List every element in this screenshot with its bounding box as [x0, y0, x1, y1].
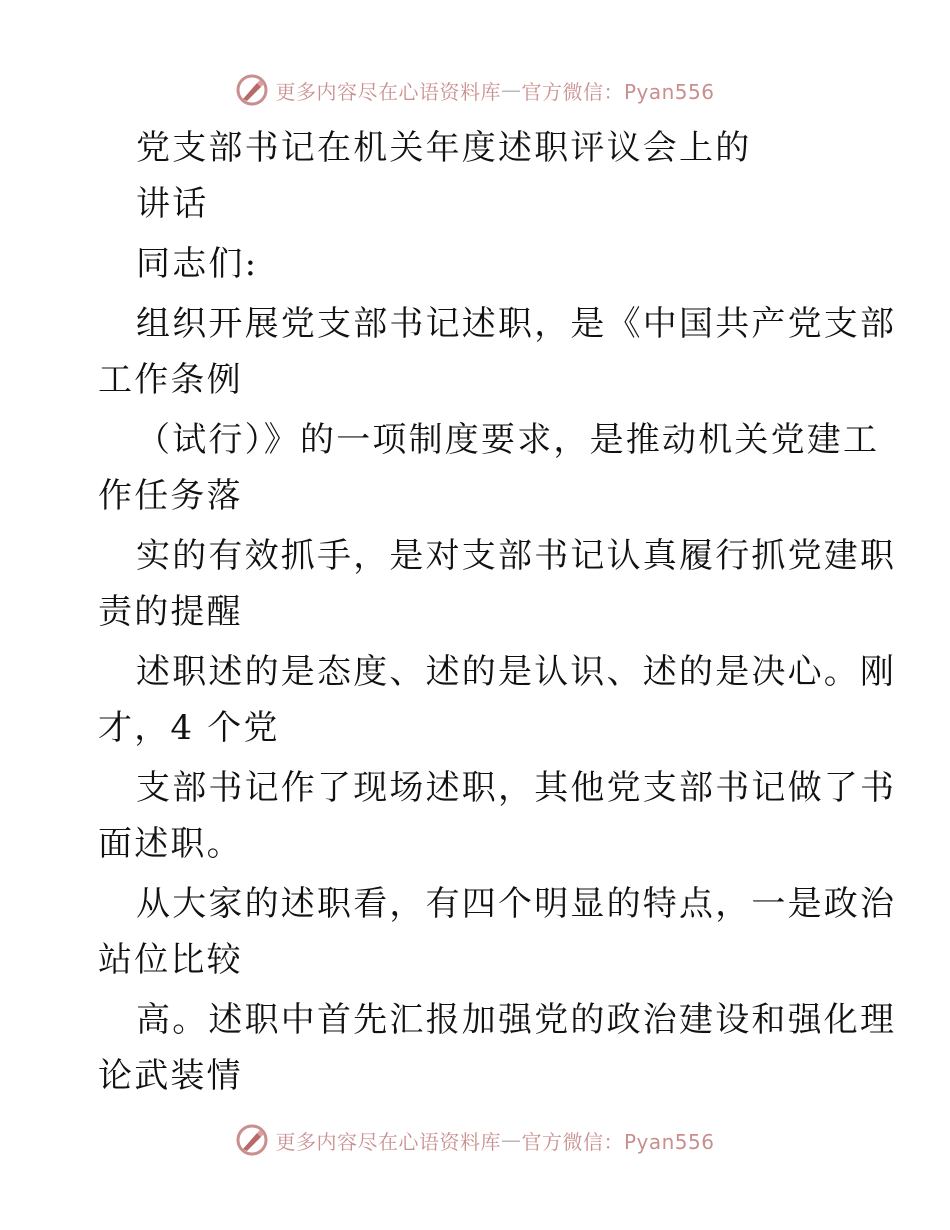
paragraph-line: 组织开展党支部书记述职，是《中国共产党支部	[136, 304, 897, 344]
paragraph-line: 面述职。	[98, 824, 243, 864]
paragraph-line: （试行）》的一项制度要求，是推动机关党建工	[136, 420, 880, 460]
salutation: 同志们:	[136, 244, 259, 284]
paragraph-line: 从大家的述职看，有四个明显的特点，一是政治	[136, 884, 897, 924]
document-title-line-1: 党支部书记在机关年度述职评议会上的	[136, 128, 752, 168]
watermark-separator: —	[500, 78, 522, 102]
watermark-separator: —	[500, 1128, 522, 1152]
header-watermark	[0, 70, 950, 110]
footer-watermark	[0, 1120, 950, 1160]
paragraph-line: 高。述职中首先汇报加强党的政治建设和强化理	[136, 1000, 897, 1040]
pen-logo-icon	[235, 73, 269, 107]
pen-logo-icon	[235, 1123, 269, 1157]
paragraph-line: 站位比较	[98, 940, 243, 980]
paragraph-line: 工作条例	[98, 360, 243, 400]
watermark-main-text: 更多内容尽在心语资料库	[275, 1129, 501, 1154]
paragraph-line: 实的有效抓手，是对支部书记认真履行抓党建职	[136, 536, 897, 576]
watermark-contact-text: 官方微信：Pyan556	[521, 1129, 715, 1154]
paragraph-line: 支部书记作了现场述职，其他党支部书记做了书	[136, 768, 897, 808]
paragraph-line: 作任务落	[98, 476, 243, 516]
paragraph-line: 责的提醒	[98, 592, 243, 632]
watermark-contact-text: 官方微信：Pyan556	[521, 79, 715, 104]
paragraph-line: 述职述的是态度、述的是认识、述的是决心。刚	[136, 652, 897, 692]
watermark-main-text: 更多内容尽在心语资料库	[275, 79, 501, 104]
paragraph-line: 才，4 个党	[98, 708, 280, 748]
paragraph-line: 论武装情	[98, 1056, 243, 1096]
document-title-line-2: 讲话	[136, 184, 209, 224]
